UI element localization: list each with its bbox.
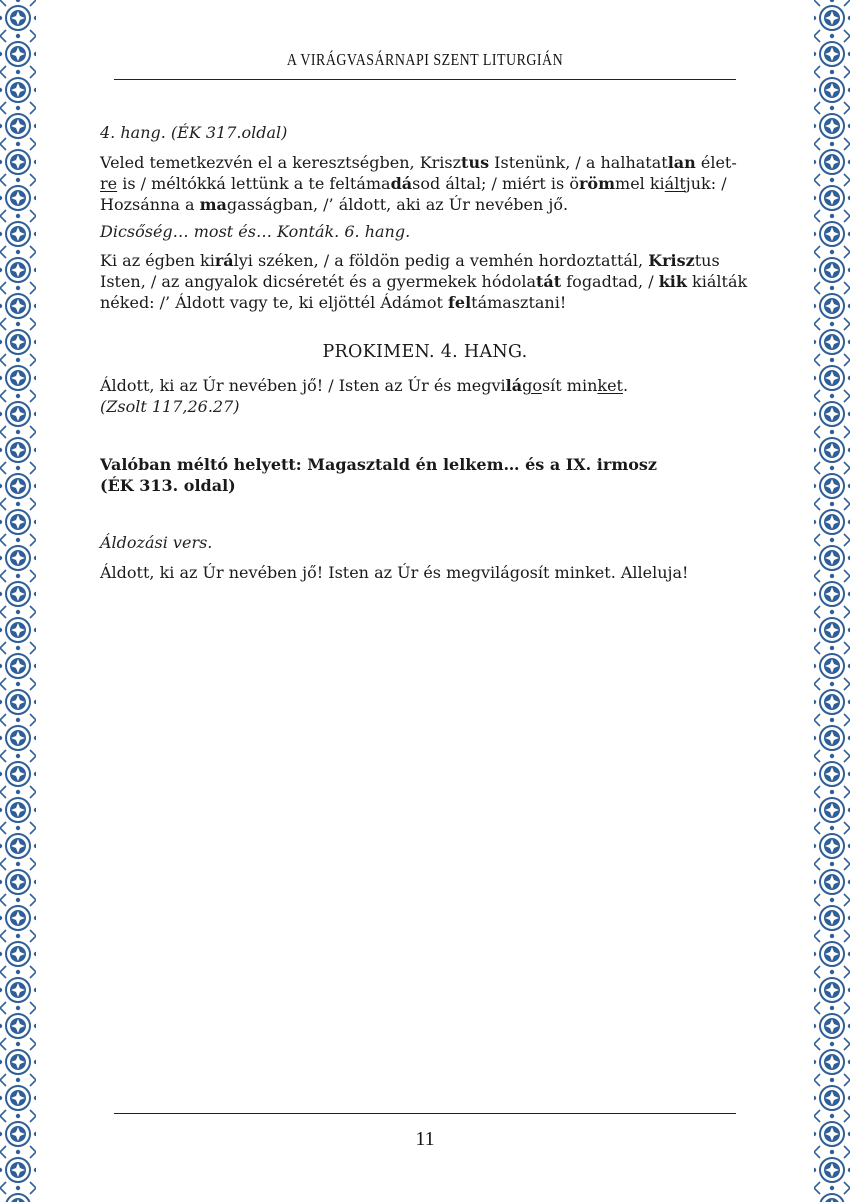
megalynarion-block [100, 454, 750, 496]
text-line: re is / méltókká lettünk a te feltámadásod által; / miért is örömmel kiáltjuk: / [100, 174, 727, 193]
right-ornament-border [814, 0, 850, 1202]
section-heading: 4. hang. (ÉK 317.oldal) [100, 123, 288, 142]
section-tone-heading [100, 122, 750, 143]
header-rule [114, 79, 736, 80]
footer-rule [114, 1113, 736, 1114]
communion-heading-block [100, 532, 750, 553]
text-line: Áldott, ki az Úr nevében jő! / Isten az Úr és megvilágosít minket. [100, 376, 629, 395]
text-line: Ki az égben királyi széken, / a földön pedig a vemhén hordoztattál, Krisztus [100, 251, 720, 270]
text-line: Veled temetkezvén el a keresztségben, Krisztus Istenünk, / a halhatatlan élet- [100, 153, 737, 172]
troparion-block [100, 152, 750, 215]
left-ornament-border [0, 0, 36, 1202]
prokimen-title-block [100, 342, 750, 363]
ornament-pattern-icon [0, 0, 36, 1202]
section-heading: Áldozási vers. [100, 533, 213, 552]
section-heading: Dicsőség… most és… Konták. 6. hang. [100, 222, 411, 241]
kontakion-block [100, 250, 750, 313]
text-line: Hozsánna a magasságban, /’ áldott, aki az Úr nevében jő. [100, 195, 569, 214]
prokimen-block [100, 375, 750, 417]
communion-block [100, 562, 750, 583]
running-header: A VIRÁGVASÁRNAPI SZENT LITURGIÁN [286, 50, 564, 69]
prokimen-title: PROKIMEN. 4. HANG. [322, 342, 528, 362]
text-line: néked: /’ Áldott vagy te, ki eljöttél Ádámot feltámasztani! [100, 293, 567, 312]
page-number: 11 [415, 1128, 435, 1150]
text-line: Valóban méltó helyett: Magasztald én lelkem… és a IX. irmosz [100, 455, 658, 474]
text-line: (ÉK 313. oldal) [100, 476, 236, 495]
ornament-pattern-icon [814, 0, 850, 1202]
text-line: Áldott, ki az Úr nevében jő! Isten az Úr és megvilágosít minket. Alleluja! [100, 563, 689, 582]
text-line: Isten, / az angyalok dicséretét és a gyermekek hódolatát fogadtad, / kik kiálták [100, 272, 748, 291]
kontakion-heading-block [100, 221, 750, 242]
scripture-reference: (Zsolt 117,26.27) [100, 397, 240, 416]
